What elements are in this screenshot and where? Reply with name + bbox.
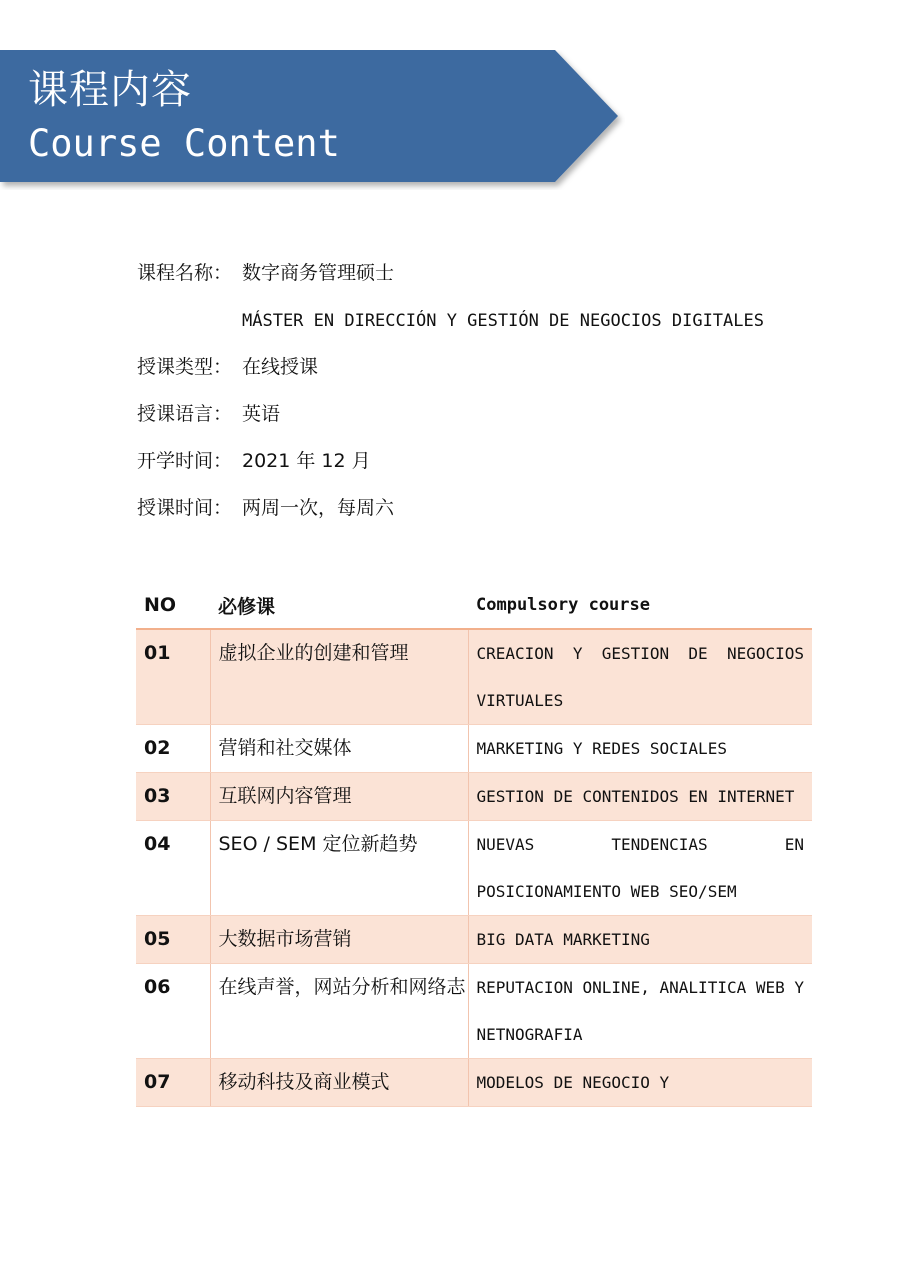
schedule-row [137, 485, 764, 532]
row-no: 04 [136, 821, 210, 916]
row-en: BIG DATA MARKETING [468, 916, 812, 964]
header-en: Compulsory course [468, 582, 812, 629]
row-cn: SEO / SEM 定位新趋势 [210, 821, 468, 916]
row-cn: 虚拟企业的创建和管理 [210, 629, 468, 725]
table-row [136, 725, 812, 773]
row-no: 03 [136, 773, 210, 821]
header-no: NO [136, 582, 210, 629]
table-row [136, 1059, 812, 1107]
row-cn: 营销和社交媒体 [210, 725, 468, 773]
type-label: 授课类型： [137, 356, 233, 378]
course-name-row [137, 250, 764, 297]
type-value: 在线授课 [242, 356, 319, 378]
table-row [136, 964, 812, 1059]
header-cn: 必修课 [210, 582, 468, 629]
row-en: REPUTACION ONLINE, ANALITICA WEB Y NETNOGRAFIA [468, 964, 812, 1059]
row-no: 06 [136, 964, 210, 1059]
schedule-label: 授课时间： [137, 497, 233, 519]
start-label: 开学时间： [137, 450, 233, 472]
course-info [137, 250, 764, 532]
row-en: MARKETING Y REDES SOCIALES [468, 725, 812, 773]
row-no: 07 [136, 1059, 210, 1107]
table-row [136, 629, 812, 725]
table-row [136, 821, 812, 916]
start-row [137, 438, 764, 485]
course-name-label: 课程名称： [137, 262, 233, 284]
table-header-row [136, 582, 812, 629]
row-cn: 互联网内容管理 [210, 773, 468, 821]
row-no: 02 [136, 725, 210, 773]
type-row [137, 344, 764, 391]
course-table [136, 582, 812, 1107]
row-cn: 大数据市场营销 [210, 916, 468, 964]
language-label: 授课语言： [137, 403, 233, 425]
title-cn: 课程内容 [28, 67, 192, 113]
language-value: 英语 [242, 403, 281, 425]
row-en: CREACION Y GESTION DE NEGOCIOS VIRTUALES [468, 629, 812, 725]
table-row [136, 916, 812, 964]
course-name-es: MÁSTER EN DIRECCIÓN Y GESTIÓN DE NEGOCIOS DIGITALES [242, 311, 764, 331]
course-name-cn: 数字商务管理硕士 [242, 262, 395, 284]
schedule-value: 两周一次，每周六 [242, 497, 395, 519]
language-row [137, 391, 764, 438]
course-name-es-row [137, 297, 764, 344]
row-en: GESTION DE CONTENIDOS EN INTERNET [468, 773, 812, 821]
row-en: MODELOS DE NEGOCIO Y [468, 1059, 812, 1107]
row-no: 01 [136, 629, 210, 725]
title-en: Course Content [28, 122, 340, 165]
row-cn: 移动科技及商业模式 [210, 1059, 468, 1107]
row-cn: 在线声誉，网站分析和网络志 [210, 964, 468, 1059]
banner-title [28, 62, 340, 170]
table-row [136, 773, 812, 821]
start-value: 2021 年 12 月 [242, 450, 371, 472]
row-no: 05 [136, 916, 210, 964]
row-en: NUEVAS TENDENCIAS EN POSICIONAMIENTO WEB SEO/SEM [468, 821, 812, 916]
